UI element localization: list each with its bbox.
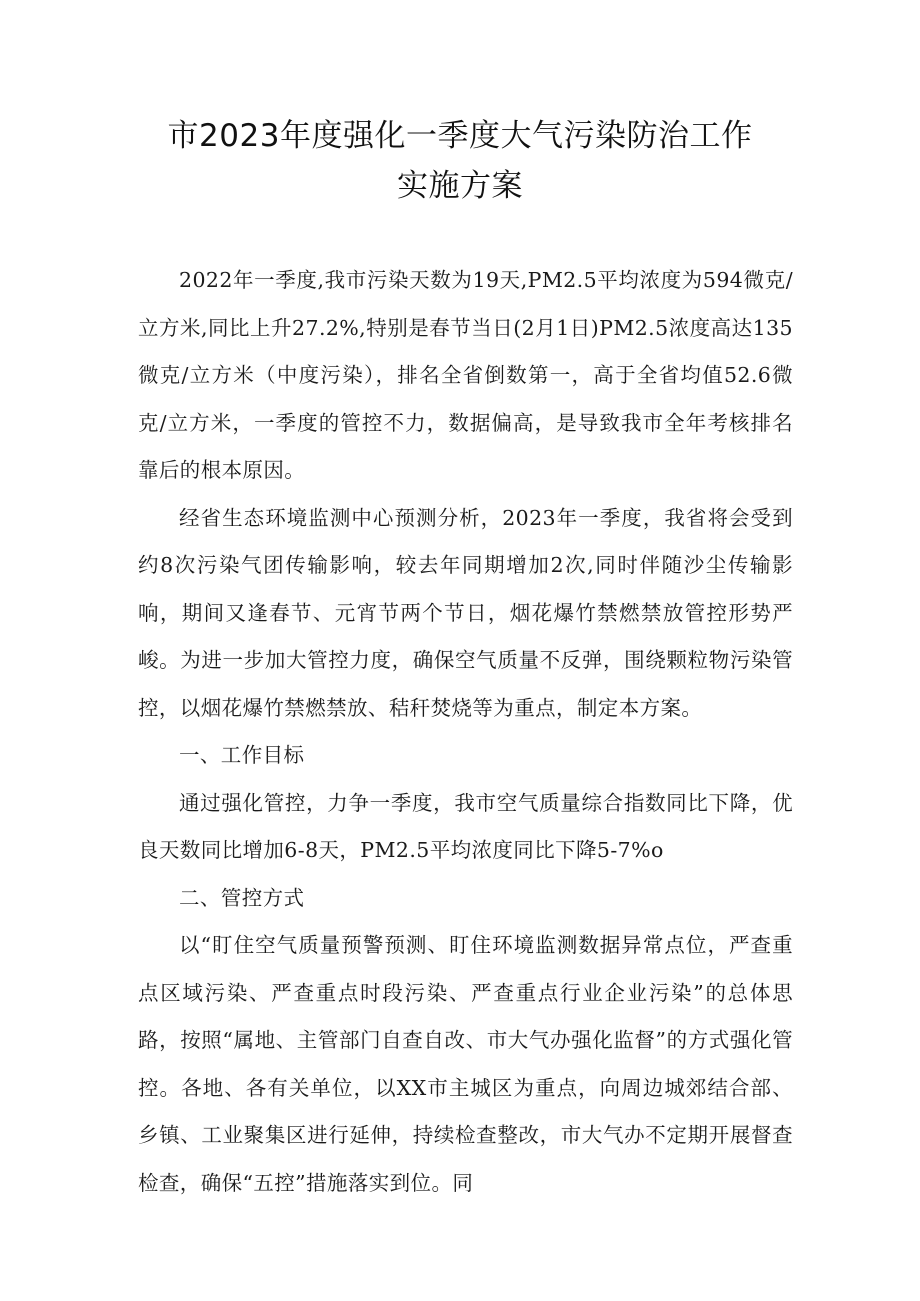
paragraph-methods: 以“盯住空气质量预警预测、盯住环境监测数据异常点位，严查重点区域污染、严查重点时段污染、严查重点行业企业污染”的总体思路，按照“属地、主管部门自查自改、市大气办强化监督”的方式强化管控。各地、各有关单位，以XX市主城区为重点，向周边城郊结合部、乡镇、工业聚集区进行延伸，持续检查整改，市大气办不定期开展督查检查，确保“五控”措施落实到位。同 xyxy=(138,933,793,1195)
document-title-line2: 实施方案 xyxy=(397,168,523,204)
document-body xyxy=(138,257,793,1207)
paragraph-background: 2022年一季度,我市污染天数为19天,PM2.5平均浓度为594微克/立方米,同比上升27.2%,特别是春节当日(2月1日)PM2.5浓度高达135微克/立方米（中度污染），排名全省倒数第一，高于全省均值52.6微克/立方米，一季度的管控不力，数据偏高，是导致我市全年考核排名靠后的根本原因。 xyxy=(138,268,793,482)
section-heading-goals: 一、工作目标 xyxy=(179,743,305,767)
paragraph-forecast: 经省生态环境监测中心预测分析，2023年一季度，我省将会受到约8次污染气团传输影响，较去年同期增加2次,同时伴随沙尘传输影响，期间又逢春节、元宵节两个节日，烟花爆竹禁燃禁放管控形势严峻。为进一步加大管控力度，确保空气质量不反弹，围绕颗粒物污染管控，以烟花爆竹禁燃禁放、秸秆焚烧等为重点，制定本方案。 xyxy=(138,505,793,720)
document-title-line1: 市2023年度强化一季度大气污染防治工作 xyxy=(167,118,753,154)
section-heading-methods: 二、管控方式 xyxy=(179,885,305,910)
paragraph-goals: 通过强化管控，力争一季度，我市空气质量综合指数同比下降，优良天数同比增加6-8天，PM2.5平均浓度同比下降5-7%o xyxy=(138,790,793,862)
